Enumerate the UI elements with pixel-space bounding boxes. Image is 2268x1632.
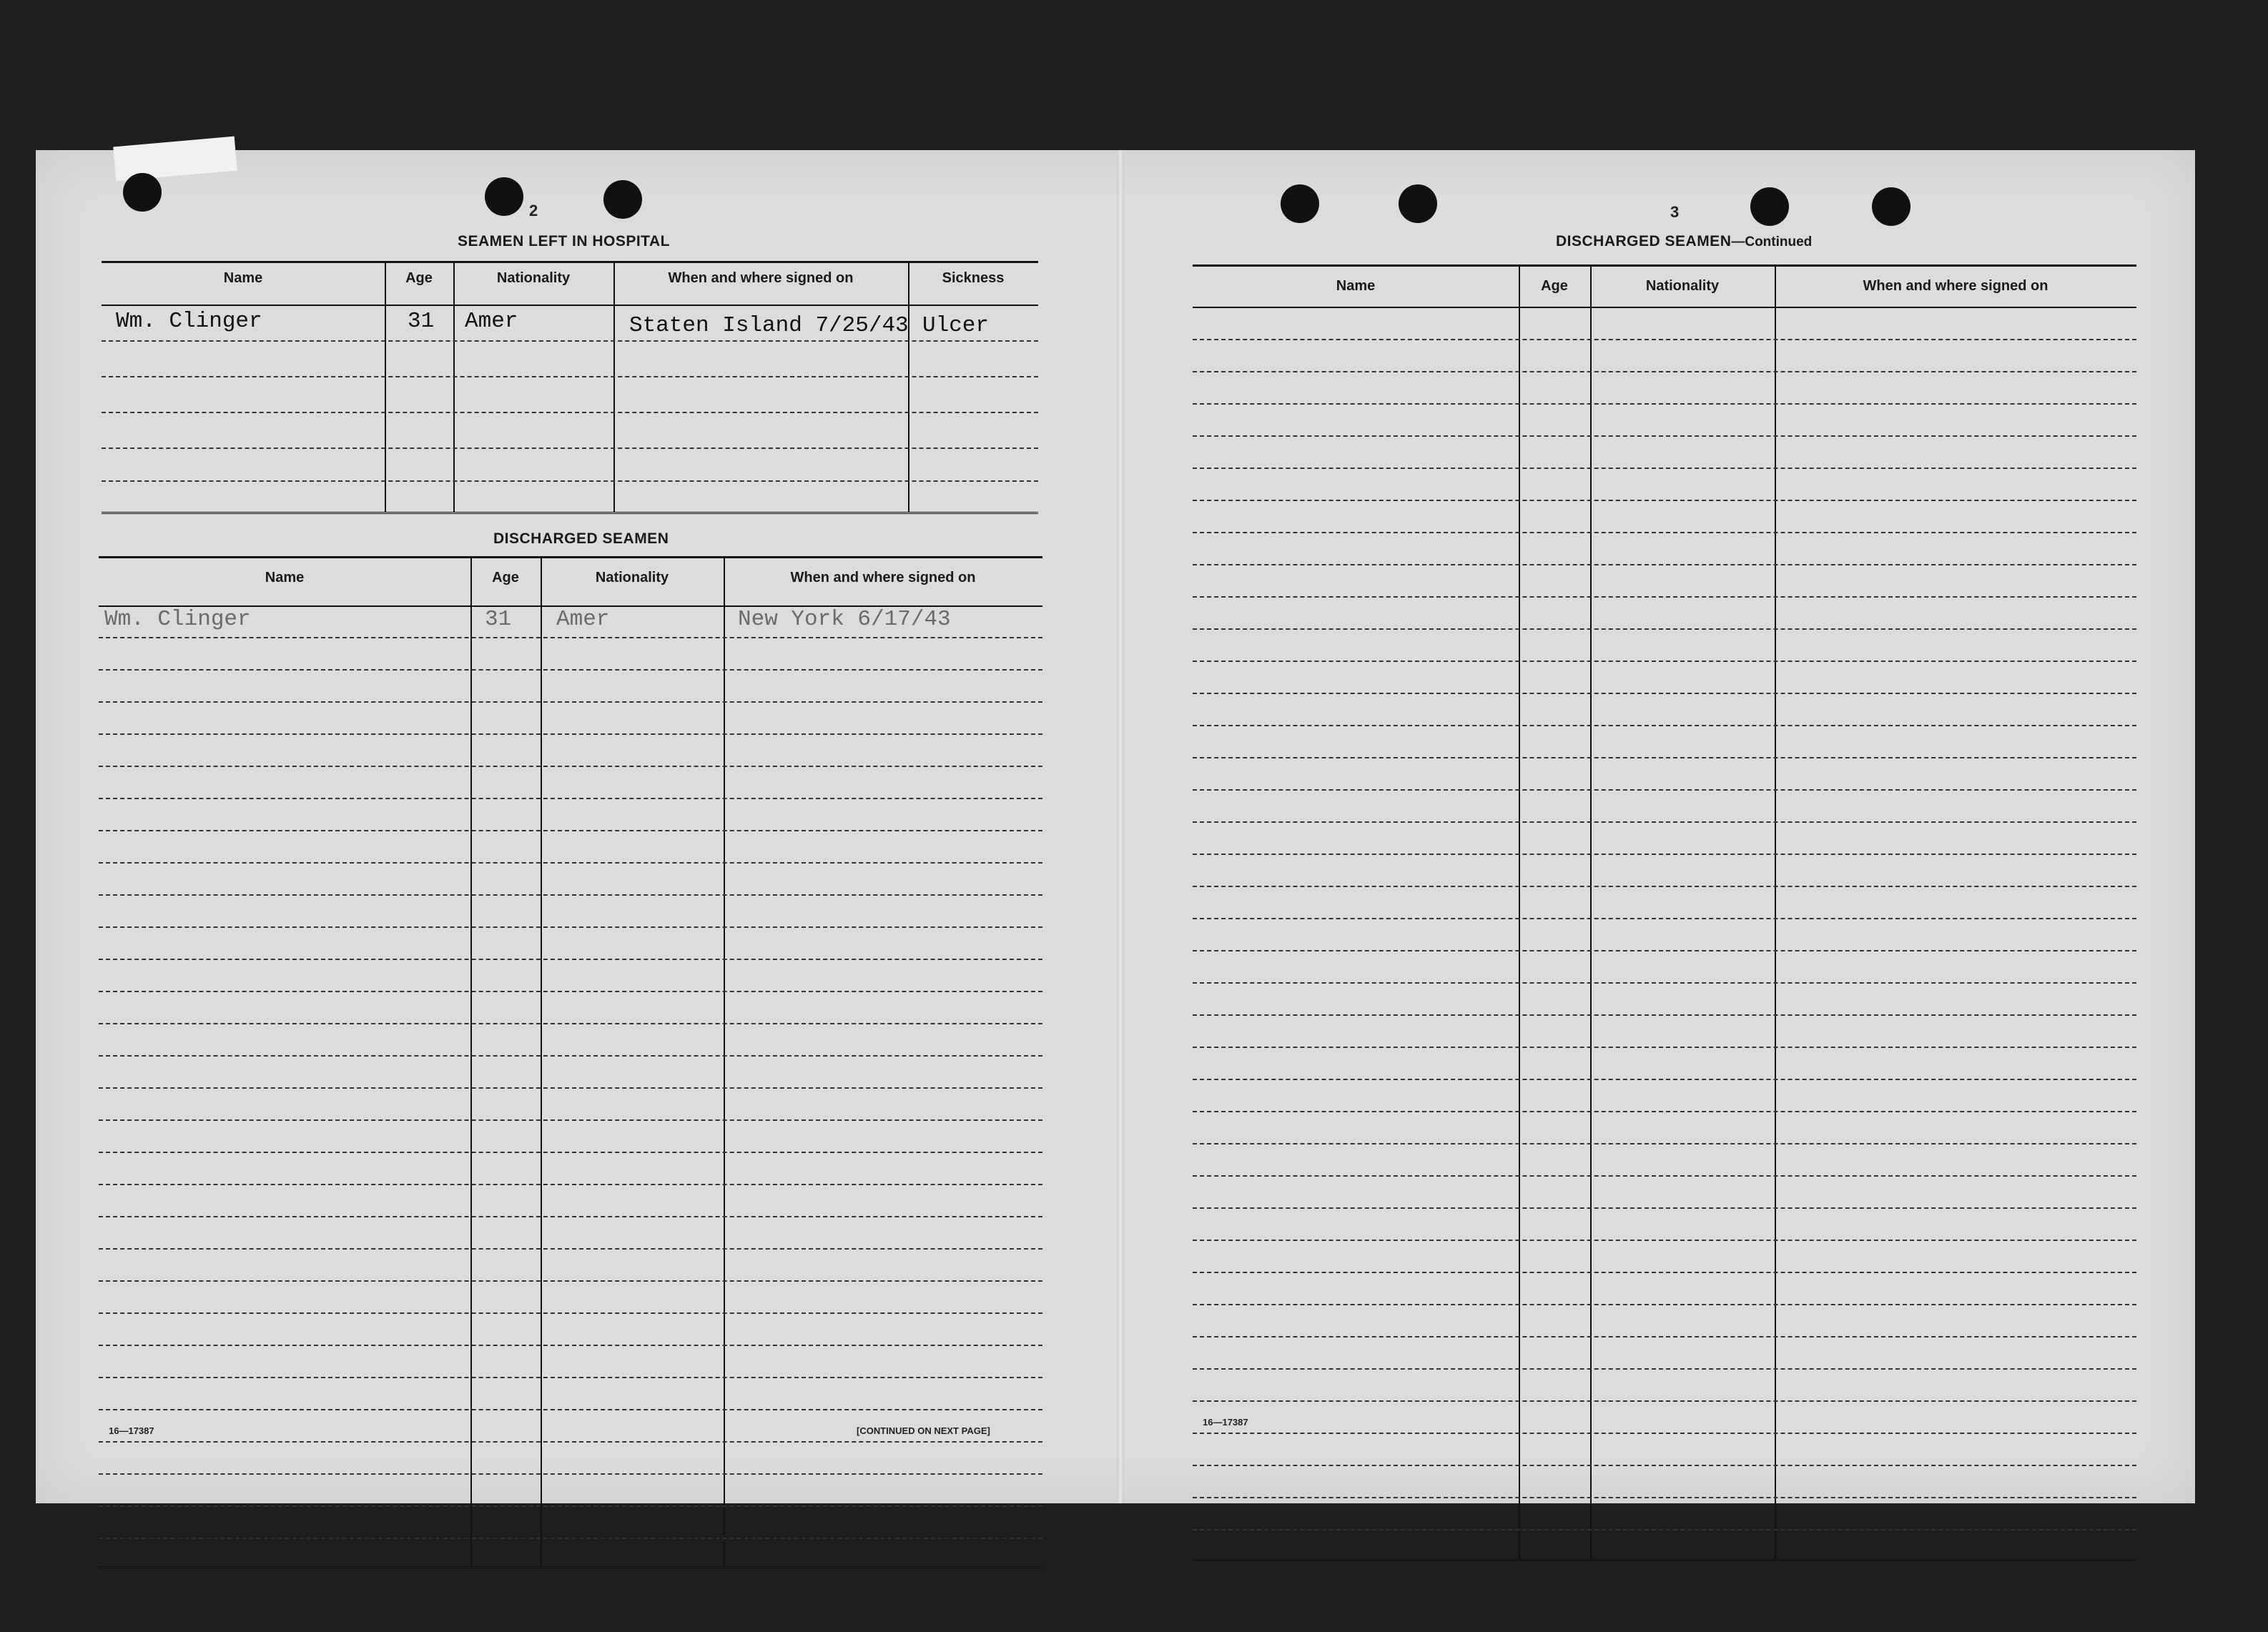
column-header-nationality: Nationality	[595, 570, 669, 585]
row-rule	[99, 1248, 1042, 1250]
row-rule	[1193, 1079, 2136, 1080]
row-rule	[99, 926, 1042, 928]
row-rule	[99, 1023, 1042, 1024]
row-rule	[1193, 435, 2136, 437]
row-rule	[99, 959, 1042, 960]
row-rule	[1193, 950, 2136, 951]
column-rule	[453, 263, 455, 512]
row-rule	[99, 733, 1042, 735]
row-rule	[1193, 1433, 2136, 1434]
tape-strip	[113, 137, 237, 182]
discharged-entry-signed-on: New York 6/17/43	[738, 607, 951, 632]
column-header-signed-on: When and where signed on	[1863, 278, 2048, 294]
column-header-signed-on: When and where signed on	[790, 570, 976, 585]
row-rule	[99, 1377, 1042, 1378]
row-rule	[99, 701, 1042, 703]
row-rule	[99, 991, 1042, 992]
row-rule	[1193, 1111, 2136, 1112]
hospital-entry-name: Wm. Clinger	[116, 309, 262, 334]
section-title-continued: —Continued	[1731, 234, 1813, 249]
row-rule	[99, 1441, 1042, 1443]
column-header-nationality: Nationality	[496, 270, 571, 286]
row-rule	[99, 1312, 1042, 1314]
column-rule	[1590, 267, 1592, 1559]
discharged-entry-age: 31	[485, 607, 512, 632]
row-rule	[1193, 982, 2136, 984]
punch-hole	[123, 173, 162, 212]
discharged-table	[99, 556, 1042, 1568]
row-rule	[1193, 918, 2136, 919]
column-header-sickness: Sickness	[942, 270, 1005, 286]
row-rule	[1193, 1529, 2136, 1530]
header-rule	[102, 305, 1038, 306]
row-rule	[99, 1505, 1042, 1507]
right-page	[1124, 150, 2195, 1503]
continued-note: [CONTINUED ON NEXT PAGE]	[857, 1425, 990, 1436]
column-header-name: Name	[1336, 278, 1376, 294]
column-rule	[1519, 267, 1520, 1559]
row-rule	[99, 637, 1042, 638]
section-title	[1556, 233, 1812, 250]
column-header-age: Age	[492, 570, 519, 585]
row-rule	[99, 830, 1042, 831]
column-header-age: Age	[405, 270, 433, 286]
row-rule	[1193, 1368, 2136, 1370]
document-scan	[36, 150, 2195, 1503]
column-rule	[385, 263, 386, 512]
row-rule	[99, 1184, 1042, 1185]
row-rule	[99, 669, 1042, 671]
row-rule	[99, 894, 1042, 896]
row-rule	[99, 1280, 1042, 1282]
row-rule	[1193, 500, 2136, 501]
column-rule	[908, 263, 909, 512]
row-rule	[1193, 757, 2136, 758]
column-header-name: Name	[265, 570, 305, 585]
row-rule	[99, 1087, 1042, 1089]
column-rule	[470, 558, 472, 1566]
column-header-name: Name	[223, 270, 263, 286]
row-rule	[1193, 1465, 2136, 1466]
row-rule	[99, 1473, 1042, 1475]
row-rule	[102, 447, 1038, 449]
section-title-main: DISCHARGED SEAMEN	[1556, 233, 1732, 249]
page-number: 3	[1670, 203, 1680, 221]
discharged-continued-table	[1193, 264, 2136, 1561]
discharged-entry-name: Wm. Clinger	[104, 607, 251, 632]
row-rule	[1193, 1400, 2136, 1402]
row-rule	[1193, 1047, 2136, 1048]
form-number: 16—17387	[1203, 1417, 1248, 1428]
left-page	[36, 150, 1117, 1503]
column-rule	[541, 558, 542, 1566]
punch-hole	[603, 180, 642, 219]
row-rule	[1193, 1304, 2136, 1305]
row-rule	[1193, 628, 2136, 630]
column-header-nationality: Nationality	[1645, 278, 1720, 294]
punch-hole	[1281, 184, 1319, 223]
row-rule	[99, 862, 1042, 864]
row-rule	[99, 1055, 1042, 1057]
row-rule	[99, 1152, 1042, 1153]
hospital-entry-sickness: Ulcer	[922, 313, 990, 338]
row-rule	[1193, 854, 2136, 855]
punch-hole	[1399, 184, 1437, 223]
page-number: 2	[529, 202, 538, 219]
column-rule	[613, 263, 615, 512]
punch-hole	[1872, 187, 1910, 226]
row-rule	[102, 376, 1038, 377]
page-fold	[1117, 150, 1124, 1503]
row-rule	[1193, 339, 2136, 340]
column-header-signed-on: When and where signed on	[668, 270, 854, 286]
row-rule	[99, 798, 1042, 799]
row-rule	[1193, 1175, 2136, 1177]
row-rule	[102, 480, 1038, 482]
row-rule	[99, 1345, 1042, 1346]
hospital-table	[102, 261, 1038, 514]
row-rule	[1193, 403, 2136, 405]
row-rule	[1193, 1207, 2136, 1209]
hospital-entry-nationality: Amer	[465, 309, 518, 334]
row-rule	[1193, 564, 2136, 565]
hospital-section-title: SEAMEN LEFT IN HOSPITAL	[458, 233, 670, 249]
row-rule	[1193, 886, 2136, 887]
row-rule	[1193, 1272, 2136, 1273]
row-rule	[1193, 1240, 2136, 1241]
row-rule	[102, 412, 1038, 413]
row-rule	[99, 1119, 1042, 1121]
row-rule	[1193, 725, 2136, 726]
hospital-entry-age: 31	[408, 309, 435, 334]
row-rule	[1193, 821, 2136, 823]
column-rule	[1775, 267, 1776, 1559]
punch-hole	[485, 177, 523, 216]
row-rule	[1193, 1014, 2136, 1016]
row-rule	[1193, 661, 2136, 662]
form-number: 16—17387	[109, 1425, 154, 1436]
row-rule	[1193, 1497, 2136, 1498]
row-rule	[1193, 468, 2136, 469]
row-rule	[1193, 693, 2136, 694]
row-rule	[1193, 789, 2136, 791]
row-rule	[1193, 1143, 2136, 1144]
row-rule	[1193, 371, 2136, 372]
row-rule	[1193, 532, 2136, 533]
row-rule	[99, 766, 1042, 767]
punch-hole	[1750, 187, 1789, 226]
column-rule	[724, 558, 725, 1566]
row-rule	[1193, 1336, 2136, 1337]
row-rule	[1193, 596, 2136, 598]
column-header-age: Age	[1541, 278, 1568, 294]
row-rule	[102, 340, 1038, 342]
row-rule	[99, 1216, 1042, 1217]
row-rule	[99, 1538, 1042, 1539]
hospital-entry-signed-on: Staten Island 7/25/43	[629, 313, 909, 338]
header-rule	[1193, 307, 2136, 308]
discharged-entry-nationality: Amer	[556, 607, 610, 632]
row-rule	[99, 1409, 1042, 1410]
discharged-section-title: DISCHARGED SEAMEN	[493, 530, 669, 547]
